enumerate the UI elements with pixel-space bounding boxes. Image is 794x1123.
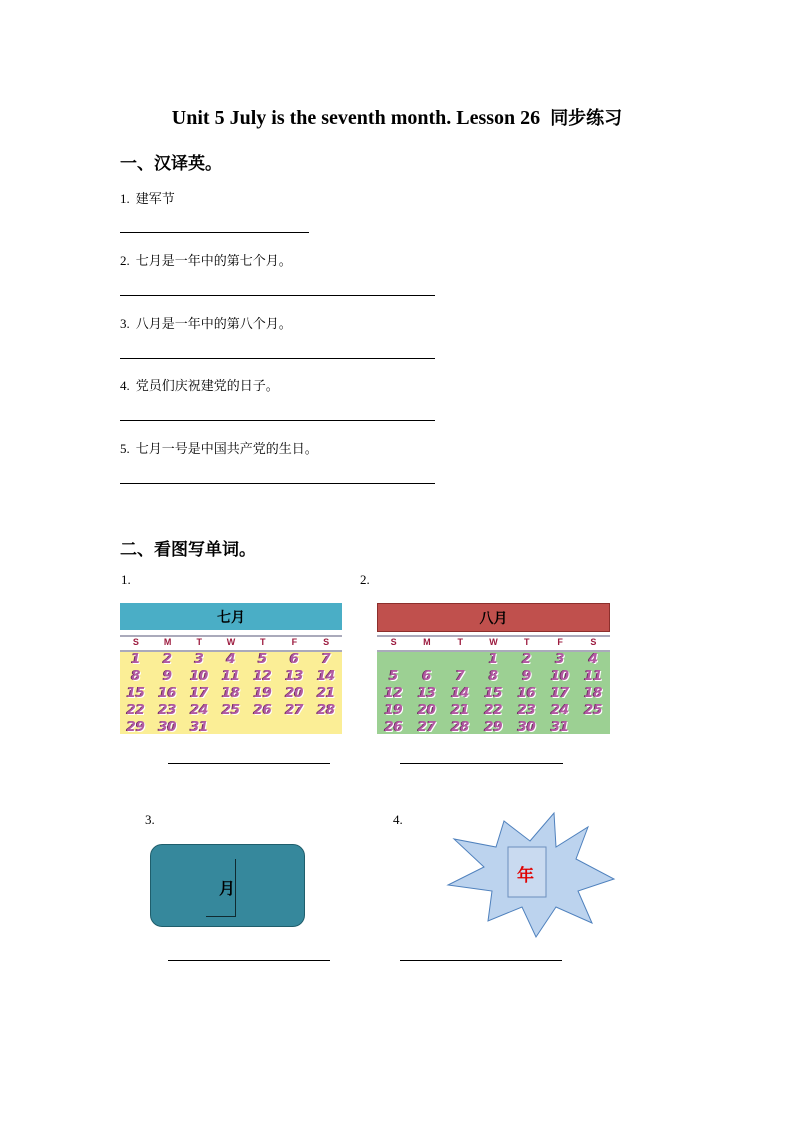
date-number: 29 [484, 720, 503, 734]
date-number: 10 [190, 669, 209, 684]
date-number: 7 [455, 669, 465, 684]
answer-line-picture-4[interactable] [400, 960, 562, 961]
date-number: 13 [417, 686, 436, 701]
weekday-label: T [457, 637, 463, 647]
section-heading-picture-words: 二、看图写单词。 [120, 540, 256, 560]
weekday-row [377, 635, 610, 652]
question-5 [120, 438, 318, 457]
month-label: 月 [219, 879, 236, 898]
answer-line-picture-1[interactable] [168, 763, 330, 764]
august-dates [377, 652, 610, 734]
question-number: 1. [120, 191, 130, 206]
date-number: 15 [126, 686, 145, 701]
date-number: 20 [417, 703, 436, 718]
date-number: 22 [484, 703, 503, 718]
question-number: 2. [120, 253, 130, 268]
date-number: 6 [422, 669, 432, 684]
date-number: 27 [285, 703, 304, 718]
answer-line-5[interactable] [120, 483, 435, 484]
weekday-label: W [489, 637, 498, 647]
date-number: 19 [384, 703, 403, 718]
july-calendar [120, 603, 342, 734]
question-text: 七月是一年中的第七个月。 [135, 254, 292, 269]
date-number: 14 [451, 686, 470, 701]
weekday-label: S [132, 637, 139, 647]
july-dates [120, 652, 342, 734]
question-number: 4. [120, 378, 130, 393]
answer-line-1[interactable] [120, 232, 309, 233]
answer-line-picture-3[interactable] [168, 960, 330, 961]
date-number: 14 [317, 669, 336, 684]
date-number: 15 [484, 686, 503, 701]
date-number: 31 [551, 720, 570, 734]
date-number: 10 [551, 669, 570, 684]
answer-line-3[interactable] [120, 358, 435, 359]
date-number: 4 [588, 652, 598, 667]
date-number: 30 [158, 720, 177, 734]
question-text: 党员们庆祝建党的日子。 [135, 379, 279, 394]
date-number: 11 [584, 669, 603, 684]
date-number: 9 [163, 669, 173, 684]
date-number: 29 [126, 720, 145, 734]
question-3 [120, 313, 292, 332]
question-text: 八月是一年中的第八个月。 [135, 317, 292, 332]
weekday-label: M [423, 637, 431, 647]
date-number: 19 [253, 686, 272, 701]
picture-number-1: 1. [121, 572, 131, 587]
date-number: 21 [317, 686, 336, 701]
date-number: 18 [584, 686, 603, 701]
weekday-label: F [291, 637, 298, 647]
date-number: 9 [522, 669, 532, 684]
date-number: 5 [258, 652, 268, 667]
date-number: 25 [584, 703, 603, 718]
page-title [0, 104, 794, 130]
august-calendar-header [377, 603, 610, 632]
question-number: 5. [120, 441, 130, 456]
weekday-label: T [259, 637, 266, 647]
date-number: 13 [285, 669, 304, 684]
question-1 [120, 188, 175, 207]
date-number: 20 [285, 686, 304, 701]
date-number: 17 [551, 686, 570, 701]
date-number: 6 [289, 652, 299, 667]
date-number: 24 [551, 703, 570, 718]
date-number: 8 [488, 669, 499, 684]
date-number: 22 [126, 703, 145, 718]
weekday-label: W [226, 637, 236, 647]
date-number: 3 [555, 652, 565, 667]
answer-line-picture-2[interactable] [400, 763, 563, 764]
date-number: 18 [221, 686, 241, 701]
date-number: 30 [517, 720, 536, 734]
date-number: 11 [221, 669, 241, 684]
weekday-label: S [323, 637, 330, 647]
question-2 [120, 250, 292, 269]
date-number: 27 [417, 720, 436, 734]
date-number: 3 [194, 652, 204, 667]
august-calendar [377, 603, 610, 734]
answer-line-2[interactable] [120, 295, 435, 296]
date-number: 5 [389, 669, 399, 684]
date-number: 26 [384, 720, 403, 734]
weekday-label: M [163, 637, 172, 647]
title-english: Unit 5 July is the seventh month. Lesson 26 [171, 107, 541, 129]
date-number: 16 [158, 686, 177, 701]
july-calendar-header [120, 603, 342, 630]
date-number: 25 [221, 703, 241, 718]
weekday-label: F [557, 637, 563, 647]
date-number: 24 [190, 703, 209, 718]
picture-number-2: 2. [360, 572, 370, 587]
picture-number-4: 4. [393, 812, 403, 827]
question-text: 七月一号是中国共产党的生日。 [135, 442, 318, 457]
weekday-row [120, 635, 342, 652]
year-label: 年 [517, 866, 534, 886]
title-chinese: 同步练习 [550, 108, 623, 129]
date-number: 12 [253, 669, 272, 684]
question-text: 建军节 [135, 192, 175, 207]
date-number: 16 [517, 686, 536, 701]
answer-line-4[interactable] [120, 420, 435, 421]
weekday-label: T [196, 637, 203, 647]
date-number: 1 [131, 652, 141, 667]
date-number: 21 [451, 703, 470, 718]
date-number: 1 [488, 652, 499, 667]
date-number: 7 [321, 652, 331, 667]
date-number: 12 [384, 686, 403, 701]
picture-number-3: 3. [145, 812, 155, 827]
date-number: 23 [517, 703, 536, 718]
section-heading-translate: 一、汉译英。 [120, 154, 222, 174]
weekday-label: T [524, 637, 530, 647]
date-number: 28 [451, 720, 470, 734]
date-number: 31 [190, 720, 209, 734]
month-picture-box [150, 844, 305, 927]
weekday-label: S [590, 637, 597, 647]
july-label: 七月 [217, 609, 245, 626]
date-number: 26 [253, 703, 272, 718]
august-label: 八月 [479, 610, 508, 627]
date-number: 17 [190, 686, 209, 701]
date-number: 2 [522, 652, 532, 667]
question-4 [120, 375, 279, 394]
weekday-label: S [390, 637, 397, 647]
date-number: 4 [226, 652, 236, 667]
date-number: 8 [131, 669, 141, 684]
question-number: 3. [120, 316, 130, 331]
date-number: 23 [158, 703, 177, 718]
date-number: 2 [163, 652, 173, 667]
date-number: 28 [317, 703, 336, 718]
